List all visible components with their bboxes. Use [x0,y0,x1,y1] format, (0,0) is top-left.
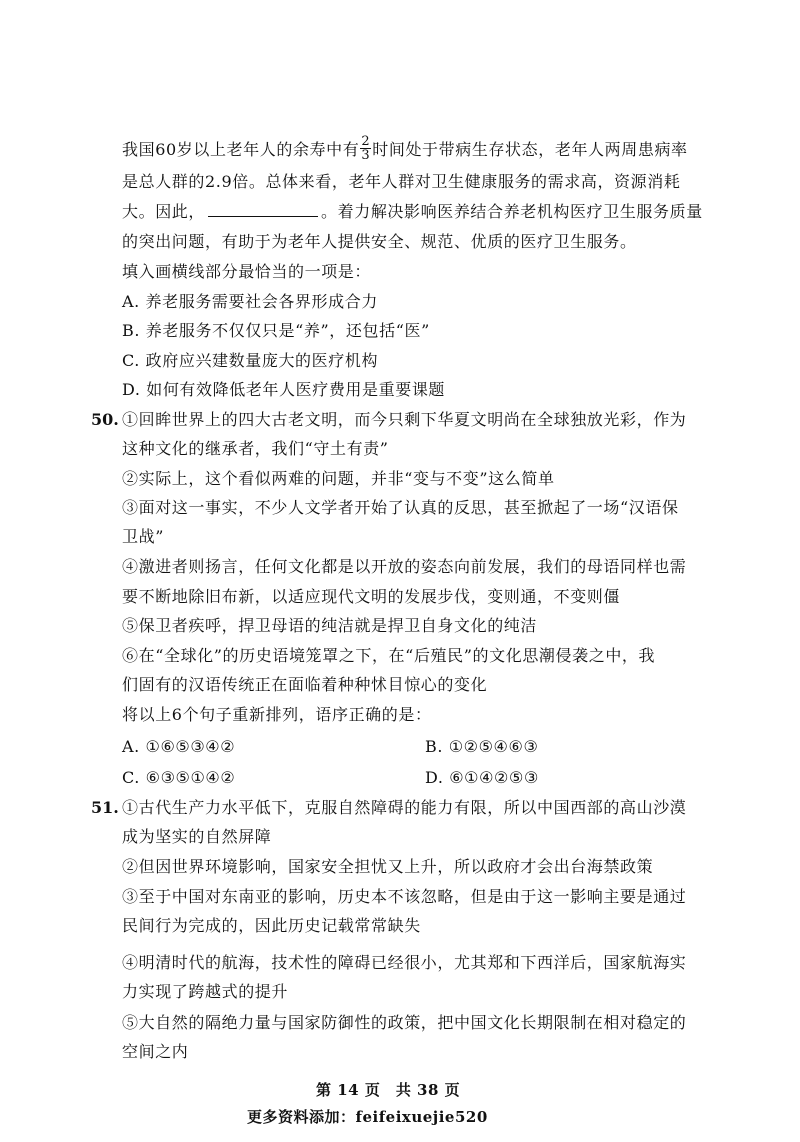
question-51-line: 空间之内 [122,1042,189,1061]
question-50-option-b: B. ①②⑤④⑥③ [425,737,539,756]
question-51-number: 51. [91,798,119,817]
question-50-option-a: A. ①⑥⑤③④② [122,737,236,756]
question-51-line: ①古代生产力水平低下，克服自然障碍的能力有限，所以中国西部的高山沙漠 [122,798,687,817]
question-49-option-a: A. 养老服务需要社会各界形成合力 [122,292,378,311]
question-49-prompt: 填入画横线部分最恰当的一项是： [122,262,372,281]
question-51-line: ④明清时代的航海，技术性的障碍已经很小，尤其郑和下西洋后，国家航海实 [122,953,687,972]
question-50-line: ⑤保卫者疾呼，捍卫母语的纯洁就是捍卫自身文化的纯洁 [122,616,538,635]
fraction-two-thirds: $\frac{2}{3}$ [361,134,371,163]
fill-in-blank [208,202,318,217]
question-51-line: 民间行为完成的，因此历史记载常常缺失 [122,916,421,935]
question-50-line: ④激进者则扬言，任何文化都是以开放的姿态向前发展，我们的母语同样也需 [122,557,687,576]
question-51-line: ③至于中国对东南亚的影响，历史本不该忽略，但是由于这一影响主要是通过 [122,887,687,906]
intro-line-4: 的突出问题，有助于为老年人提供安全、规范、优质的医疗卫生服务。 [122,232,637,251]
question-50-line: ③面对这一事实，不少人文学者开始了认真的反思，甚至掀起了一场“汉语保 [122,498,679,517]
question-50-line: 卫战” [122,527,164,546]
question-50-line: 们固有的汉语传统正在面临着种种怵目惊心的变化 [122,675,488,694]
question-50-line: ⑥在“全球化”的历史语境笼罩之下，在“后殖民”的文化思潮侵袭之中，我 [122,646,656,665]
question-50-option-d: D. ⑥①④②⑤③ [425,768,539,787]
question-50-line: ①回眸世界上的四大古老文明，而今只剩下华夏文明尚在全球独放光彩，作为 [122,410,687,429]
question-49-option-c: C. 政府应兴建数量庞大的医疗机构 [122,351,379,370]
question-49-option-b: B. 养老服务不仅仅只是“养”，还包括“医” [122,321,430,340]
intro-line-1: 我国60岁以上老年人的余寿中有 $\frac{2}{3}$ 时间处于带病生存状态，老年人两周患病率 [122,134,688,163]
question-51-line: 力实现了跨越式的提升 [122,982,289,1001]
footer-note: 更多资料添加：feifeixuejie520 [247,1108,488,1126]
question-49-option-d: D. 如何有效降低老年人医疗费用是重要课题 [122,380,446,399]
question-50-line: 这种文化的继承者，我们“守土有责” [122,439,389,458]
intro-line-3: 大。因此， 。着力解决影响医养结合养老机构医疗卫生服务质量 [122,202,703,221]
question-51-line: ②但因世界环境影响，国家安全担忧又上升，所以政府才会出台海禁政策 [122,857,654,876]
question-50-prompt: 将以上6个句子重新排列，语序正确的是： [122,705,432,724]
question-50-number: 50. [91,410,119,429]
intro-line-2: 是总人群的2.9倍。总体来看，老年人群对卫生健康服务的需求高，资源消耗 [122,172,681,191]
question-50-option-c: C. ⑥③⑤①④② [122,768,236,787]
page-number: 第 14 页 共 38 页 [316,1081,461,1099]
question-50-line: 要不断地除旧布新，以适应现代文明的发展步伐，变则通，不变则僵 [122,587,621,606]
question-50-line: ②实际上，这个看似两难的问题，并非“变与不变”这么简单 [122,469,555,488]
question-51-line: 成为坚实的自然屏障 [122,827,272,846]
question-51-line: ⑤大自然的隔绝力量与国家防御性的政策，把中国文化长期限制在相对稳定的 [122,1013,687,1032]
